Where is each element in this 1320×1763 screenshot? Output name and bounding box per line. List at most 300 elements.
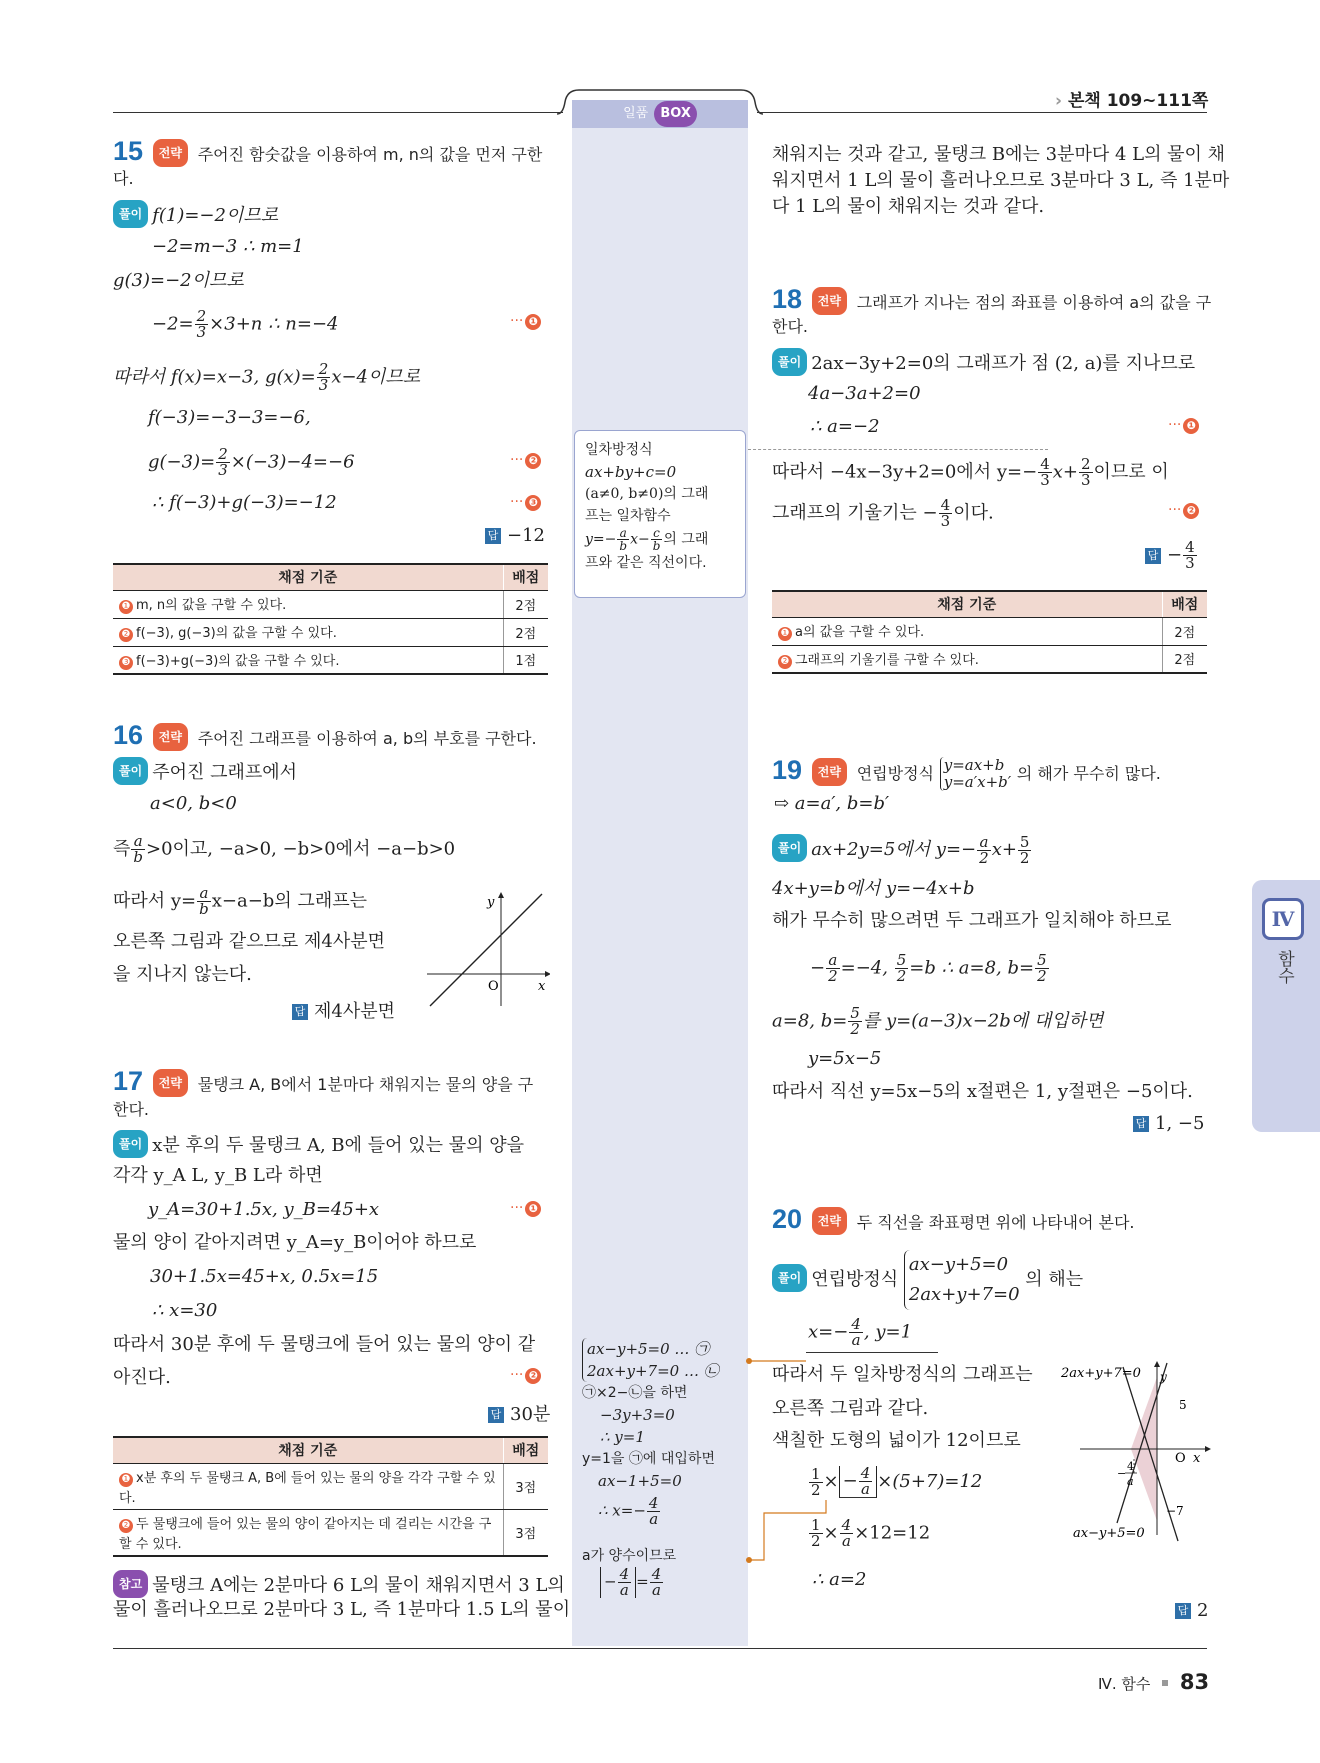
numerator: 4: [841, 1516, 852, 1534]
mark-1: [510, 1200, 541, 1217]
chevron-right-icon: ›: [1055, 91, 1063, 111]
equation: y=a′x+b′: [943, 773, 1012, 791]
strategy-tag: 전략: [153, 723, 188, 751]
text: 그래프의 기울기는 −: [772, 502, 938, 524]
equation: y=ax+b: [943, 756, 1005, 774]
solution-tag: 풀이: [772, 834, 807, 862]
system-brace: [904, 1250, 1020, 1310]
criteria-text: f(−3)+g(−3)의 값을 구할 수 있다.: [136, 653, 340, 669]
denominator: 3: [318, 376, 329, 394]
p20-l1: [772, 1250, 1083, 1310]
mark-2: [510, 452, 541, 469]
numerator: c: [651, 527, 663, 540]
arrow: ···: [510, 494, 524, 510]
fraction: [848, 1006, 862, 1037]
strategy-text: 두 직선을 좌표평면 위에 나타내어 본다.: [856, 1213, 1135, 1232]
p18-l1: [772, 348, 1195, 377]
denominator: a: [649, 1510, 659, 1528]
p17-note-l2: 물이 흘러나오므로 2분마다 3 L, 즉 1분마다 1.5 L의 물이: [113, 1599, 571, 1620]
text: ×12=12: [854, 1522, 931, 1544]
denominator: 2: [811, 1532, 821, 1550]
denominator: 2: [828, 967, 838, 985]
strategy-tag: 전략: [812, 287, 847, 315]
criteria-mark: ❶: [778, 627, 792, 641]
text: −2=: [152, 313, 194, 335]
p17-grading-table: [113, 1436, 548, 1557]
p19-l5: [772, 1006, 1103, 1037]
problem-number: 17: [113, 1066, 144, 1096]
p20-l4: 오른쪽 그림과 같다.: [772, 1398, 929, 1419]
p17-answer: [488, 1400, 550, 1426]
connector-lines: [746, 1355, 886, 1565]
table-row: [113, 1509, 548, 1556]
note-tag: 참고: [113, 1570, 148, 1598]
denominator: 3: [1185, 554, 1195, 572]
fraction: [939, 498, 953, 529]
fraction: [1183, 540, 1197, 571]
fraction: [317, 362, 331, 393]
text: ×(5+7)=12: [877, 1471, 983, 1492]
numerator: 4: [940, 496, 951, 514]
p17-l2: 각각 y_A L, y_B L라 하면: [113, 1165, 323, 1186]
answer-value: −: [1167, 544, 1183, 566]
text: 2ax−3y+2=0의 그래프가 점 (2, a)를 지나므로: [811, 353, 1196, 374]
text: x+: [1052, 461, 1078, 483]
solution-tag: 풀이: [772, 348, 807, 376]
strategy-text: 의 해가 무수히 많다.: [1016, 764, 1161, 783]
th-points: 배점: [503, 1437, 548, 1463]
text: =b ∴ a=8, b=: [909, 957, 1035, 979]
text: ∴ y=1: [600, 1428, 645, 1446]
answer-value: 제4사분면: [314, 1001, 396, 1022]
text: y=−: [585, 531, 617, 548]
numerator: a: [617, 527, 629, 540]
mark-num: ❶: [525, 314, 541, 330]
p16-header: [113, 722, 537, 752]
denominator: 3: [1040, 471, 1050, 489]
page-ref: [1055, 86, 1208, 111]
p15-header: [113, 138, 542, 168]
text: −3y+3=0: [600, 1406, 675, 1424]
text: x=−: [808, 1321, 849, 1343]
answer-value: 2: [1197, 1600, 1209, 1621]
answer-value: 1, −5: [1155, 1113, 1205, 1134]
answer-icon: 답: [1133, 1116, 1149, 1132]
denominator: 3: [196, 323, 207, 341]
table-row: [113, 590, 548, 618]
p20-graph: [1055, 1355, 1215, 1545]
denominator: a: [861, 1480, 870, 1498]
denominator: a: [619, 1581, 629, 1599]
p18-l2: 4a−3a+2=0: [808, 383, 921, 404]
box-badge: BOX: [654, 101, 697, 127]
text: f(1)=−2이므로: [152, 205, 279, 226]
numerator: a: [977, 835, 991, 851]
text: ax−1+5=0: [598, 1472, 682, 1490]
solution-tag: 풀이: [113, 757, 148, 785]
text: 의 해는: [1025, 1269, 1084, 1290]
fraction: [849, 1317, 863, 1348]
p18-grading-table: [772, 590, 1207, 674]
strategy-text: 그래프가 지나는 점의 좌표를 이용하여 a의 값을 구: [856, 293, 1212, 312]
answer-icon: 답: [1145, 548, 1161, 564]
fraction: [195, 309, 209, 340]
p18-l4: [772, 457, 1169, 488]
text: x분 후의 두 물탱크 A, B에 들어 있는 물의 양을: [152, 1135, 524, 1156]
arrow: ···: [1168, 502, 1182, 518]
p20-l5: 색칠한 도형의 넓이가 12이므로: [772, 1430, 1021, 1451]
denominator: a: [652, 1581, 661, 1599]
numerator: 2: [218, 445, 228, 463]
denominator: a: [851, 1331, 861, 1349]
text: ×: [823, 1522, 839, 1544]
x-intercept-label: −: [1117, 1467, 1127, 1480]
numerator: 4: [1040, 455, 1050, 473]
p18-l5: [772, 498, 994, 529]
th-criteria: 채점 기준: [113, 564, 503, 590]
text: 의 그래: [663, 531, 709, 548]
table-row: [113, 618, 548, 646]
numerator: 2: [1080, 455, 1091, 473]
p15-l2: −2=m−3 ∴ m=1: [152, 236, 304, 257]
mark-num: ❶: [1183, 418, 1199, 434]
criteria-text: a의 값을 구할 수 있다.: [795, 625, 925, 640]
mark-2: [510, 1367, 541, 1384]
text: ×: [823, 1471, 839, 1492]
p16-l6: 을 지나지 않는다.: [113, 964, 252, 985]
problem-number: 19: [772, 755, 803, 785]
p19-l2: 4x+y=b에서 y=−4x+b: [772, 878, 975, 899]
denominator: b: [652, 539, 661, 553]
y-intercept-5: 5: [1179, 1398, 1187, 1412]
box-header: [572, 100, 748, 128]
page-ref-text: 본책 109~111쪽: [1067, 91, 1209, 111]
system-brace: [940, 757, 1011, 791]
fraction: [1079, 457, 1093, 488]
p20-header: [772, 1206, 1135, 1236]
p16-answer: [292, 997, 395, 1023]
dashed-leader: [748, 449, 1048, 450]
denominator: 2: [896, 967, 907, 985]
denominator: 2: [850, 1020, 860, 1038]
text: a가 양수이므로: [582, 1548, 677, 1564]
p16-l3: [113, 834, 455, 865]
criteria-mark: ❷: [119, 1519, 133, 1533]
fraction: [895, 953, 909, 984]
fraction: [826, 953, 840, 984]
p19-hint: ⇨ a=a′, b=b′: [774, 793, 890, 814]
p20-l8: ∴ a=2: [812, 1569, 867, 1590]
text: ax+2y=5에서 y=−: [811, 839, 977, 860]
points: 2점: [1162, 617, 1207, 645]
chapter-label: 함수: [1274, 950, 1294, 984]
numerator: 4: [651, 1565, 662, 1583]
p20-underline: [806, 1352, 938, 1353]
fraction: [651, 527, 663, 552]
strategy-text: 주어진 그래프를 이용하여 a, b의 부호를 구한다.: [197, 729, 537, 748]
problem-number: 20: [772, 1204, 803, 1234]
text: 프는 일차함수: [585, 508, 671, 524]
table-row: [772, 645, 1207, 673]
p19-l3: 해가 무수히 많으려면 두 그래프가 일치해야 하므로: [772, 910, 1172, 931]
arrow: ···: [510, 452, 524, 468]
th-criteria: 채점 기준: [772, 591, 1162, 617]
equation: 2ax+y+7=0: [908, 1284, 1020, 1305]
numerator: 4: [648, 1494, 659, 1512]
problem-number: 18: [772, 284, 803, 314]
p16-l2: a<0, b<0: [150, 793, 237, 814]
p16-l5: 오른쪽 그림과 같으므로 제4사분면: [113, 931, 386, 952]
text: 물탱크 A에는 2분마다 6 L의 물이 채워지면서 3 L의: [152, 1575, 565, 1596]
criteria-mark: ❶: [119, 600, 133, 614]
numerator: a: [826, 953, 840, 969]
p18-header: [772, 286, 1211, 316]
text: >0이고, −a>0, −b>0에서 −a−b>0: [146, 838, 456, 860]
p18-answer: [1145, 540, 1198, 571]
solution-tag: 풀이: [772, 1264, 807, 1292]
text: 일차방정식: [585, 442, 653, 458]
x-intercept-den: a: [1127, 1475, 1134, 1488]
arrow: ···: [1168, 417, 1182, 433]
p20-l3: 따라서 두 일차방정식의 그래프는: [772, 1364, 1033, 1385]
p19-answer: [1133, 1113, 1204, 1134]
text: ㉠×2−㉡을 하면: [582, 1385, 688, 1401]
origin-label: O: [488, 979, 499, 994]
chapter-numeral: Ⅳ: [1262, 898, 1304, 940]
denominator: 2: [1019, 848, 1030, 867]
p15-l6: f(−3)=−3−3=−6,: [148, 407, 311, 428]
p19-l1: [772, 834, 1032, 866]
strategy-text: 주어진 함숫값을 이용하여 m, n의 값을 먼저 구한: [197, 145, 543, 164]
x-intercept-num: 4: [1127, 1460, 1134, 1473]
p16-l1: [113, 757, 297, 786]
strategy-tag: 전략: [153, 139, 188, 167]
equation: ax−y+5=0: [908, 1254, 1009, 1275]
p15-l7: [148, 447, 355, 478]
numerator: 2: [196, 307, 207, 325]
criteria-text: 두 물탱크에 들어 있는 물의 양이 같아지는 데 걸리는 시간을 구할 수 있다.: [119, 1516, 492, 1552]
p17-cont-l3: 다 1 L의 물이 채워지는 것과 같다.: [772, 196, 1045, 217]
criteria-text: f(−3), g(−3)의 값을 구할 수 있다.: [136, 626, 337, 641]
y-label: y: [1160, 1370, 1167, 1384]
p19-header: [772, 757, 1161, 791]
p15-l5: [113, 362, 420, 393]
points: 2점: [503, 618, 548, 646]
text: 이므로 이: [1093, 461, 1169, 483]
th-points: 배점: [503, 564, 548, 590]
numerator: 5: [896, 951, 907, 969]
line-label-1: 2ax+y+7=0: [1061, 1366, 1141, 1381]
text: 따라서 y=: [113, 890, 197, 912]
numerator: 4: [860, 1464, 871, 1482]
text: y=1을 ㉠에 대입하면: [582, 1451, 715, 1467]
footer-chapter: Ⅳ. 함수: [1098, 1675, 1151, 1693]
sidebox-solution: [582, 1338, 744, 1598]
answer-icon: 답: [292, 1004, 308, 1020]
text: a=8, b=: [772, 1010, 848, 1032]
th-points: 배점: [1162, 591, 1207, 617]
y-intercept-minus7: −7: [1166, 1504, 1184, 1518]
p17-cont-l2: 워지면서 1 L의 물이 흘러나오므로 3분마다 3 L, 즉 1분마: [772, 170, 1230, 191]
numerator: 4: [619, 1565, 630, 1583]
p15-l1: [113, 200, 278, 229]
fraction: [216, 447, 230, 478]
p17-header: [113, 1068, 533, 1098]
mark-num: ❸: [525, 495, 541, 511]
answer-value: −12: [507, 525, 545, 546]
numerator: 1: [811, 1516, 821, 1534]
system-brace: [582, 1338, 744, 1382]
points: 3점: [503, 1509, 548, 1556]
text: x−4이므로: [331, 366, 421, 388]
criteria-text: x분 후의 두 물탱크 A, B에 들어 있는 물의 양을 각각 구할 수 있다.: [119, 1470, 496, 1506]
p16-l4: [113, 886, 367, 917]
text: =: [636, 1572, 649, 1591]
denominator: a: [841, 1532, 851, 1550]
answer-value: 30분: [510, 1404, 551, 1425]
text: 따라서 −4x−3y+2=0에서 y=−: [772, 461, 1038, 483]
footer: [1098, 1670, 1209, 1694]
denominator: 2: [811, 1480, 821, 1499]
solution-tag: 풀이: [113, 1130, 148, 1158]
text: 이다.: [953, 502, 994, 524]
numerator: 4: [1185, 538, 1195, 556]
abs-value: − $\frac{4}{a}$: [600, 1567, 636, 1598]
strategy-text: 연립방정식: [856, 764, 934, 783]
numerator: 5: [1019, 832, 1030, 851]
equation: ax−y+5=0 … ㉠: [587, 1340, 710, 1358]
p15-l3: g(3)=−2이므로: [113, 270, 244, 291]
answer-icon: 답: [1175, 1603, 1191, 1619]
p15-strategy-cont: 다.: [113, 169, 134, 188]
text: x−a−b의 그래프는: [211, 890, 367, 912]
text: 프와 같은 직선이다.: [585, 555, 707, 571]
text: 주어진 그래프에서: [152, 762, 298, 783]
mark-2: [1168, 502, 1199, 519]
denominator: 3: [218, 461, 228, 479]
mark-1: [1168, 417, 1199, 434]
p15-grading-table: [113, 563, 548, 675]
p16-graph: [425, 888, 550, 1010]
arrow: ···: [510, 1367, 524, 1383]
fraction: [977, 832, 991, 867]
numerator: 2: [318, 360, 329, 378]
text: 연립방정식: [811, 1269, 899, 1290]
p15-answer: [485, 525, 545, 546]
p19-l7: 따라서 직선 y=5x−5의 x절편은 1, y절편은 −5이다.: [772, 1081, 1193, 1102]
strategy-text: 물탱크 A, B에서 1분마다 채워지는 물의 양을 구: [197, 1075, 534, 1094]
equation: 2ax+y+7=0 … ㉡: [587, 1362, 719, 1380]
p17-note-l1: [113, 1570, 565, 1599]
p19-l6: y=5x−5: [808, 1048, 882, 1069]
fraction: [1035, 953, 1049, 984]
p15-l4: [152, 309, 339, 340]
denominator: b: [619, 539, 628, 553]
fraction: [647, 1496, 661, 1527]
p17-l4: 물의 양이 같아지려면 y_A=y_B이어야 하므로: [113, 1232, 477, 1253]
text: ×3+n ∴ n=−4: [209, 313, 339, 335]
fraction: [618, 1567, 632, 1598]
p17-l8: 아진다.: [113, 1367, 171, 1388]
problem-number: 16: [113, 720, 144, 750]
problem-number: 15: [113, 136, 144, 166]
strategy-tag: 전략: [153, 1069, 188, 1097]
text: −: [810, 957, 826, 979]
text: ax+by+c=0: [585, 463, 677, 481]
solution-tag: 풀이: [113, 200, 148, 228]
numerator: a: [131, 834, 145, 850]
table-row: [113, 646, 548, 674]
footer-dot: [1162, 1680, 1168, 1686]
p17-cont-l1: 채워지는 것과 같고, 물탱크 B에는 3분마다 4 L의 물이 채: [772, 144, 1226, 165]
p17-l5: 30+1.5x=45+x, 0.5x=15: [150, 1266, 379, 1287]
box-label: 일품: [623, 106, 649, 121]
criteria-mark: ❷: [119, 628, 133, 642]
p15-l8: ∴ f(−3)+g(−3)=−12: [152, 492, 337, 513]
numerator: a: [197, 886, 211, 902]
text: 따라서 f(x)=x−3, g(x)=: [113, 366, 316, 388]
x-label: x: [538, 979, 546, 994]
text: (a≠0, b≠0)의 그래: [585, 486, 709, 502]
text: g(−3)=: [148, 451, 216, 473]
p17-l6: ∴ x=30: [152, 1300, 218, 1321]
criteria-text: 그래프의 기울기를 구할 수 있다.: [795, 652, 979, 668]
text: , y=1: [863, 1321, 913, 1343]
numerator: 5: [850, 1004, 860, 1022]
line-label-2: ax−y+5=0: [1073, 1526, 1145, 1541]
mark-3: [510, 494, 541, 511]
mark-num: ❷: [1183, 503, 1199, 519]
criteria-mark: ❸: [119, 656, 133, 670]
fraction: [650, 1567, 664, 1598]
strategy-tag: 전략: [812, 758, 847, 786]
text: 즉: [113, 838, 131, 860]
denominator: 3: [1080, 471, 1091, 489]
points: 2점: [503, 590, 548, 618]
origin-label: O: [1175, 1451, 1186, 1466]
criteria-mark: ❷: [778, 655, 792, 669]
denominator: b: [199, 900, 209, 918]
text: x−: [630, 531, 650, 548]
points: 3점: [503, 1463, 548, 1509]
mark-1: [510, 313, 541, 330]
page-number: 83: [1179, 1670, 1210, 1694]
header-rule: [113, 112, 563, 113]
answer-icon: 답: [488, 1407, 504, 1423]
p17-l7: 따라서 30분 후에 두 물탱크에 들어 있는 물의 양이 같: [113, 1334, 536, 1355]
answer-icon: 답: [485, 528, 501, 544]
chapter-side-tab: [1252, 880, 1320, 1132]
denominator: 3: [940, 512, 951, 530]
y-label: y: [487, 895, 495, 910]
p20-l2: [808, 1317, 912, 1348]
abs-value: − $\frac{4}{a}$: [839, 1466, 878, 1498]
denominator: 2: [1037, 967, 1047, 985]
text: x+: [991, 839, 1017, 860]
p20-answer: [1175, 1600, 1208, 1621]
text: =−4,: [840, 957, 888, 979]
header-rule-right: [757, 112, 1207, 113]
numerator: 5: [1037, 951, 1047, 969]
fraction: [617, 527, 629, 552]
mark-num: ❷: [525, 1368, 541, 1384]
denominator: 2: [979, 848, 989, 867]
p17-strategy-cont: 한다.: [113, 1100, 149, 1119]
numerator: 1: [811, 1464, 821, 1483]
p19-l4: [810, 953, 1050, 984]
p18-strategy-cont: 한다.: [772, 317, 808, 336]
denominator: b: [133, 848, 143, 866]
